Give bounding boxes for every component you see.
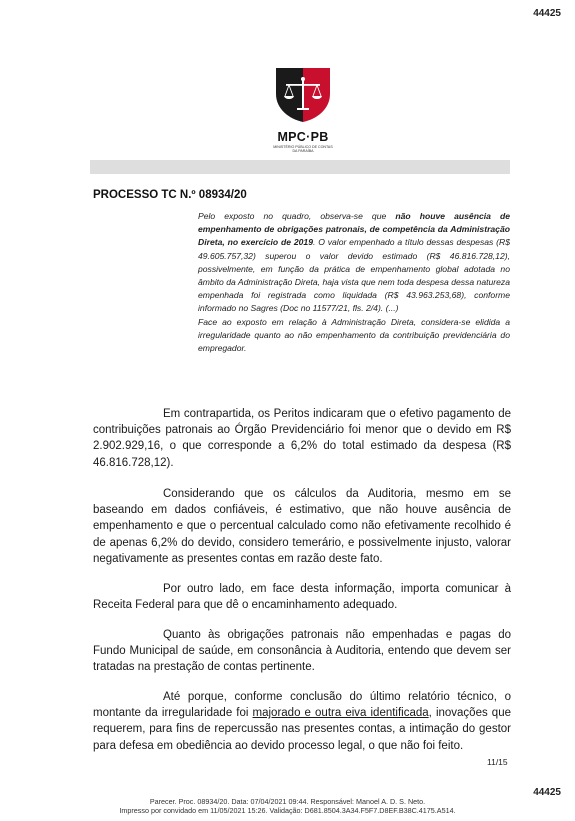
paragraph-text: Até porque, conforme conclusão do último relatório técnico, o montante da irregularidade foi — [93, 691, 511, 720]
quoted-excerpt — [198, 210, 510, 355]
footer-line-1: Parecer. Proc. 08934/20. Data: 07/04/2021 09:44. Responsável: Manoel A. D. S. Neto. — [149, 797, 426, 806]
footer — [0, 797, 575, 815]
quote-text: . O valor empenhado a título dessas despesas (R$ 49.605.757,32) superou o valor devido estimado (R$ 46.816.728,12), possivelmente, em função da prática de empenhamento global adotada no âmbito da Administração Direta, haja vista que nem toda despesa dessa natureza empenhada foi registrada como liquidada (R$ 43.963.253,68), conforme informado no Sagres (Doc no 11577/21, fls. 2/4). (...) — [198, 237, 510, 314]
scales-of-justice-icon — [272, 64, 334, 126]
logo-subtitle-line2: DA PARAÍBA — [292, 149, 314, 154]
page-number: 11/15 — [487, 757, 508, 767]
paragraph-text: Considerando que os cálculos da Auditoria, mesmo em se baseando em dados confiáveis, é estimativo, que não houve ausência de empenhamento e que o percentual calculado como não efetivamente recolhido é de apenas 6,2% do devido, considero temerário, e possivelmente injusto, valorar negativamente as presentes contas em razão deste fato. — [93, 488, 511, 565]
process-title: PROCESSO TC N.º 08934/20 — [93, 189, 247, 201]
footer-line-2: Impresso por convidado em 11/05/2021 15:26. Validação: D681.8504.3A34.F5F7.D8EF.B38C.4175.A514. — [119, 806, 456, 815]
paragraph-5 — [93, 689, 511, 754]
paragraph-2 — [93, 486, 511, 567]
quote-bold-text: não houve ausência de empenhamento de obrigações patronais, de competência da Administração Direta, no exercício de 2019 — [198, 211, 511, 248]
header-band — [90, 160, 510, 174]
paragraph-text: Quanto às obrigações patronais não empenhadas e pagas do Fundo Municipal de saúde, em consonância à Auditoria, entendo que devem ser tratadas na prestação de contas pertinente. — [93, 629, 511, 674]
document-id-top: 44425 — [533, 8, 561, 19]
quote-paragraph-2: Face ao exposto em relação à Administração Direta, considera-se elidida a irregularidade quanto ao não empenhamento da contribuição previdenciária do empregador. — [198, 316, 510, 354]
paragraph-1 — [93, 406, 511, 471]
logo-subtitle-line1: MINISTÉRIO PÚBLICO DE CONTAS — [273, 145, 333, 149]
quote-paragraph-1 — [198, 210, 510, 316]
paragraph-text: Em contrapartida, os Peritos indicaram que o efetivo pagamento de contribuições patronais ao Órgão Previdenciário foi menor que o devido em R$ 2.902.929,16, o que corresponde a 6,2% do total estimado da despesa (R$ 46.816.728,12). — [93, 408, 511, 469]
paragraph-4 — [93, 627, 511, 676]
logo-subtitle — [272, 145, 334, 153]
underlined-text: majorado e outra eiva identificada — [252, 707, 429, 720]
logo-text: MPC·PB — [277, 130, 329, 144]
paragraph-3 — [93, 581, 511, 613]
paragraph-text: Por outro lado, em face desta informação, importa comunicar à Receita Federal para que dê o encaminhamento adequado. — [93, 583, 511, 612]
paragraph-text: , inovações que requerem, para fins de repercussão nas presentes contas, a intimação do gestor para defesa em obediência ao devido processo legal, o que não foi feito. — [93, 707, 511, 752]
quote-text: Pelo exposto no quadro, observa-se que — [198, 211, 396, 221]
document-id-bottom: 44425 — [533, 787, 561, 798]
mpc-pb-logo — [272, 64, 334, 160]
